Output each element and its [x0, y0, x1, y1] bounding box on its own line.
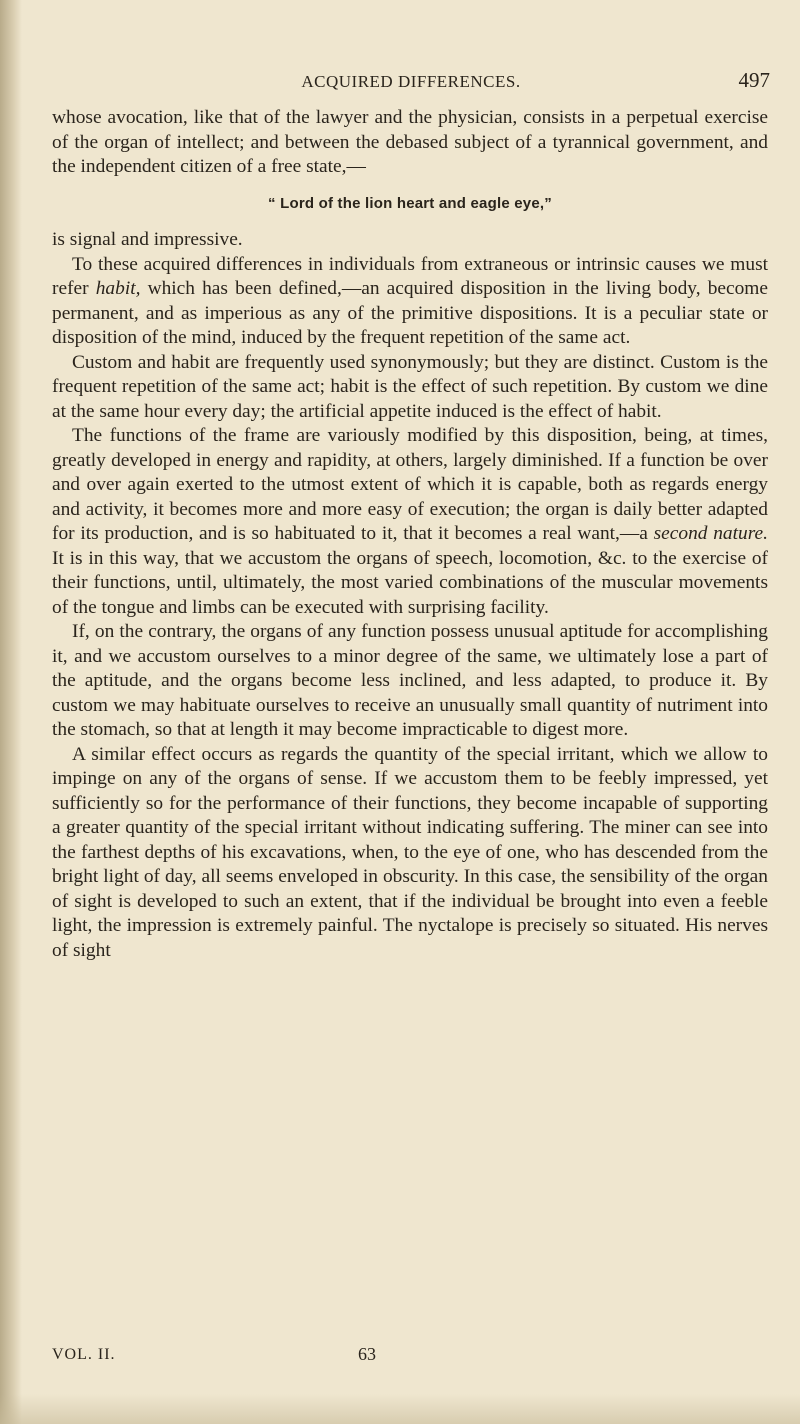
paragraph-1: whose avocation, like that of the lawyer and the physician, consists in a perpetual exercise of the organ of intellect; and between the debased subject of a tyrannical government, and the independent citizen of a free state,— — [52, 107, 768, 177]
page-footer — [52, 1346, 768, 1370]
paragraph-5-emphasis: second nature. — [653, 523, 768, 544]
paragraph-3-text-a: To these acquired differences in individuals from extraneous or intrinsic causes we must refer — [52, 253, 768, 299]
paragraph-3 — [52, 253, 768, 351]
paragraph-2: is signal and impressive. — [52, 229, 243, 250]
page-number: 497 — [738, 68, 770, 92]
paragraph-3-text-b: which has been defined,—an acquired disposition in the living body, become permanent, and as imperious as any of the primitive dispositions. It is a peculiar state or disposition of the mind, induced by the frequent repetition of the same act. — [52, 278, 769, 348]
paragraph-6: If, on the contrary, the organs of any function possess unusual aptitude for accomplishing it, and we accustom ourselves to a minor degree of the same, we ultimately lose a part of the aptitude, and the organs become less inclined, and less adapted, to produce it. By custom we may habituate ourselves to receive an unusually small quantity of nutriment into the stomach, so that at length it may become impracticable to digest more. — [52, 621, 768, 740]
paragraph-5-text-a: The functions of the frame are variously modified by this disposition, being, at times, greatly developed in energy and rapidity, at others, largely diminished. If a function be over and over again exerted to the utmost extent of which it is capable, both as regards energy and activity, it becomes more and more easy of execution; the organ is daily better adapted for its production, and is so habituated to it, that it becomes a real want,—a — [52, 425, 768, 544]
verse-quote: “ Lord of the lion heart and eagle eye,” — [268, 194, 552, 212]
paragraph-3-emphasis: habit, — [95, 278, 141, 299]
paragraph-5-text-b: It is in this way, that we accustom the organs of speech, locomotion, &c. to the exercise of their functions, until, ultimately, the most varied combinations of the muscular movements of the tongue and limbs can be executed with surprising facility. — [52, 547, 768, 618]
page-header — [52, 68, 770, 98]
volume-signature: VOL. II. — [52, 1346, 116, 1363]
page-bottom-shadow — [0, 1394, 800, 1424]
paragraph-5 — [52, 424, 768, 620]
sheet-number: 63 — [358, 1344, 376, 1364]
page-gutter-shadow — [0, 0, 22, 1424]
page-body — [52, 106, 768, 963]
paragraph-7: A similar effect occurs as regards the quantity of the special irritant, which we allow to impinge on any of the organs of sense. If we accustom them to be feebly impressed, yet sufficiently so for the performance of their functions, they become incapable of supporting a greater quantity of the special irritant without indicating suffering. The miner can see into the farthest depths of his excavations, when, to the eye of one, who has descended from the bright light of day, all seems enveloped in obscurity. In this case, the sensibility of the organ of sight is developed to such an extent, that if the individual be brought into even a feeble light, the impression is extremely painful. The nyctalope is precisely so situated. His nerves of sight — [52, 743, 768, 961]
paragraph-4: Custom and habit are frequently used synonymously; but they are distinct. Custom is the frequent repetition of the same act; habit is the effect of such repetition. By custom we dine at the same hour every day; the artificial appetite induced is the effect of habit. — [52, 351, 768, 422]
running-head: ACQUIRED DIFFERENCES. — [301, 72, 521, 91]
